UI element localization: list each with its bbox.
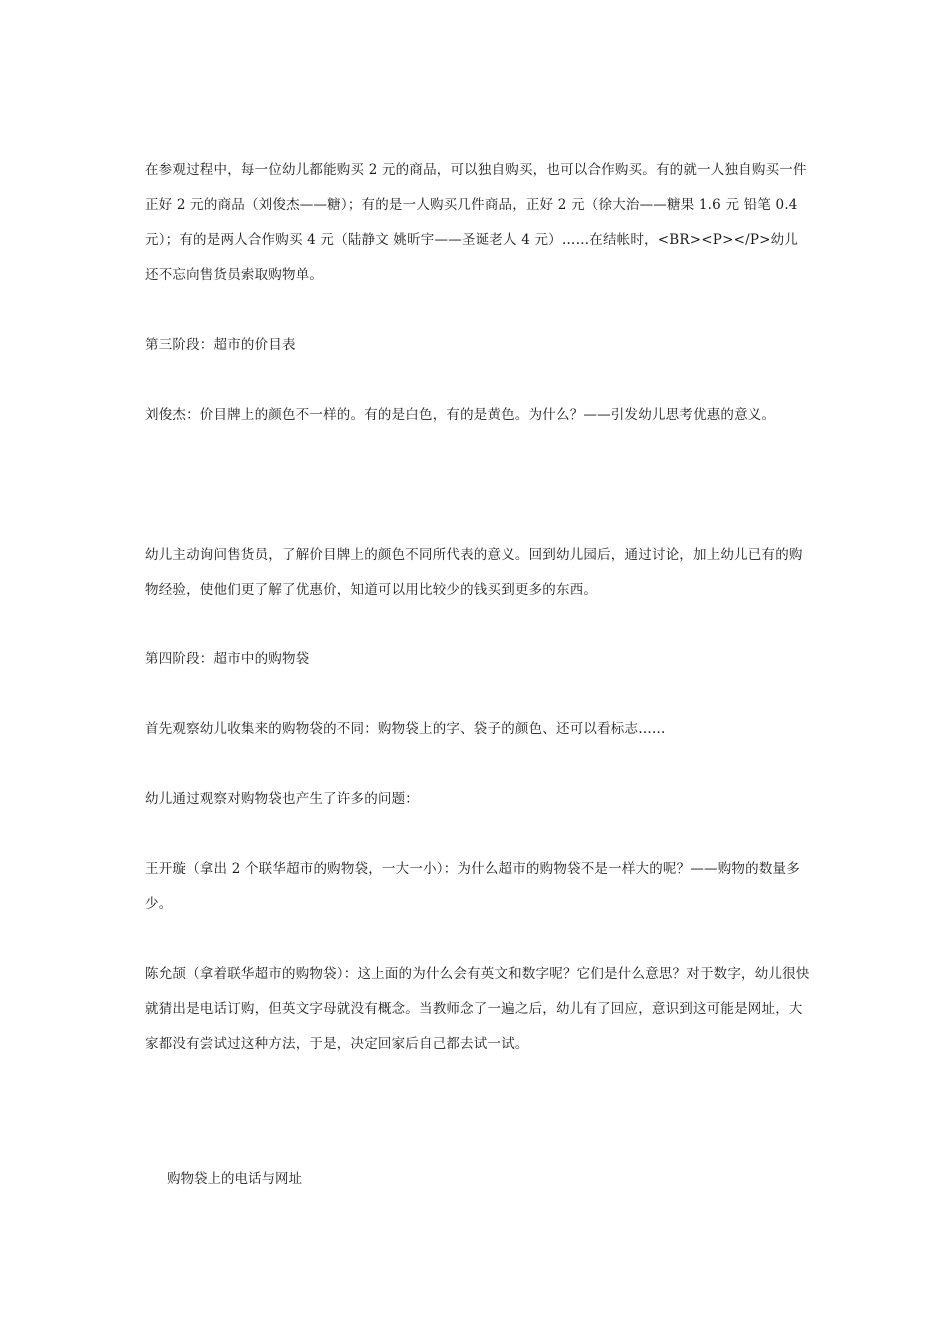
paragraph-english-and-numbers: 陈允颉（拿着联华超市的购物袋）：这上面的为什么会有英文和数字呢？它们是什么意思？对于数字，幼儿很快就猜出是电话订购，但英文字母就没有概念。当教师念了一遍之后，幼儿有了回应，意识到这可能是网址，大家都没有尝试过这种方法，于是，决定回家后自己都去试一试。: [145, 966, 810, 1052]
paragraph-bag-sizes: 王开璇（拿出 2 个联华超市的购物袋，一大一小）：为什么超市的购物袋不是一样大的呢？——购物的数量多少。: [145, 861, 800, 912]
figure-caption: 购物袋上的电话与网址: [167, 1171, 302, 1187]
section-heading-stage-three: 第三阶段：超市的价目表: [145, 337, 296, 353]
paragraph-discount-learning: 幼儿主动询问售货员，了解价目牌上的颜色不同所代表的意义。回到幼儿园后，通过讨论，加上幼儿已有的购物经验，使他们更了解了优惠价，知道可以用比较少的钱买到更多的东西。: [145, 547, 803, 598]
section-heading-stage-four: 第四阶段：超市中的购物袋: [145, 651, 310, 667]
paragraph-bag-observation: 首先观察幼儿收集来的购物袋的不同：购物袋上的字、袋子的颜色、还可以看标志……: [145, 721, 666, 737]
paragraph-price-tag-colors: 刘俊杰：价目牌上的颜色不一样的。有的是白色，有的是黄色。为什么？——引发幼儿思考优惠的意义。: [145, 407, 776, 423]
paragraph-shopping-visit: 在参观过程中，每一位幼儿都能购买 2 元的商品，可以独自购买，也可以合作购买。有的就一人独自购买一件正好 2 元的商品（刘俊杰——糖）；有的是一人购买几件商品，正好 2 元（徐大治——糖果 1.6 元 铅笔 0.4 元）；有的是两人合作购买 4 元（陆静文 姚昕宇——圣诞老人 4 元）……在结帐时，<BR><P></P>幼儿还不忘向售货员索取购物单。: [145, 162, 807, 283]
paragraph-bag-questions: 幼儿通过观察对购物袋也产生了许多的问题：: [145, 791, 419, 807]
